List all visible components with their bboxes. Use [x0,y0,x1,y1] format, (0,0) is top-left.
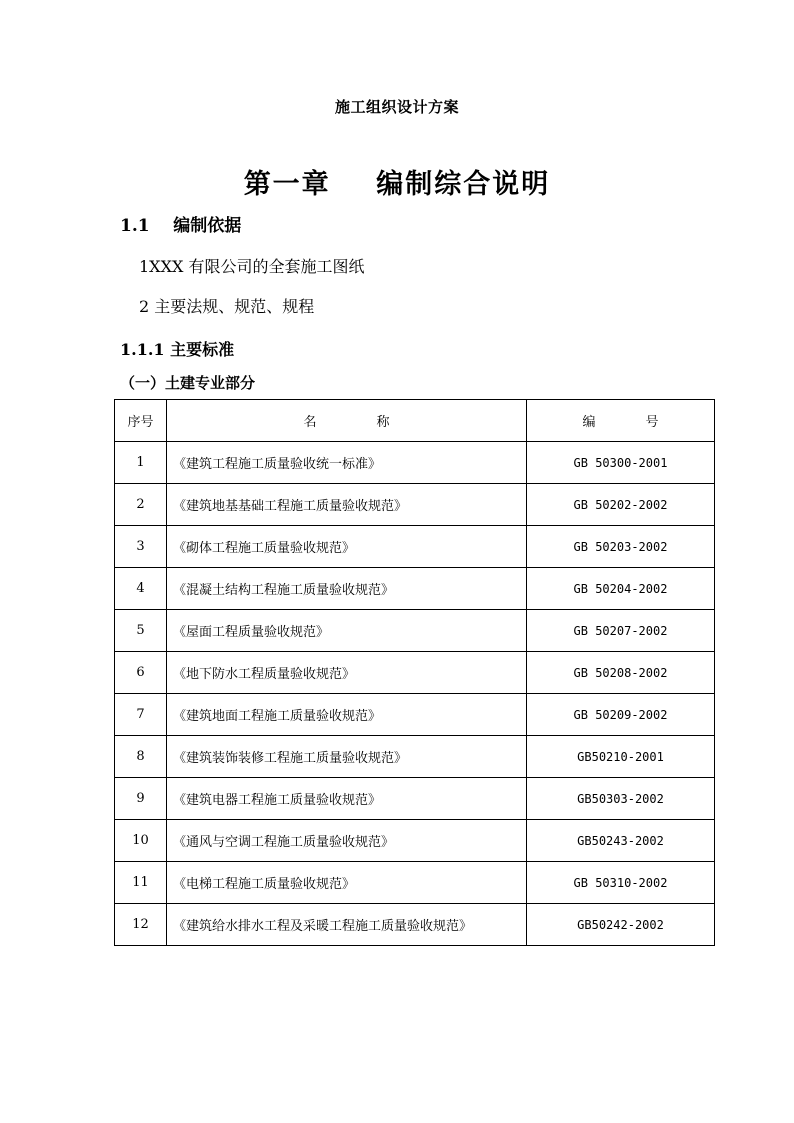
cell-name: 《电梯工程施工质量验收规范》 [167,862,527,904]
cell-no: 9 [115,778,167,820]
cell-code: GB 50204-2002 [527,568,715,610]
table-row [115,526,715,568]
cell-no: 3 [115,526,167,568]
cell-code: GB50242-2002 [527,904,715,946]
cell-name: 《建筑给水排水工程及采暖工程施工质量验收规范》 [167,904,527,946]
table-row [115,442,715,484]
standards-table [114,399,715,946]
cell-no: 6 [115,652,167,694]
cell-name: 《建筑工程施工质量验收统一标准》 [167,442,527,484]
basis-item: 2 主要法规、规范、规程 [139,297,315,316]
cell-no: 11 [115,862,167,904]
table-body [115,442,715,946]
cell-code: GB 50203-2002 [527,526,715,568]
basis-item: 1XXX 有限公司的全套施工图纸 [139,257,365,276]
cell-name: 《通风与空调工程施工质量验收规范》 [167,820,527,862]
table-row [115,694,715,736]
cell-no: 4 [115,568,167,610]
cell-no: 7 [115,694,167,736]
cell-no: 10 [115,820,167,862]
subsection-heading-1-1-1: 1.1.1 主要标准 [120,340,235,359]
chapter-title: 第一章 编制综合说明 [243,169,551,200]
column-header-code: 编号 [527,400,715,442]
table-row [115,778,715,820]
table-row [115,820,715,862]
cell-code: GB50303-2002 [527,778,715,820]
cell-code: GB50243-2002 [527,820,715,862]
cell-no: 12 [115,904,167,946]
cell-code: GB 50310-2002 [527,862,715,904]
cell-code: GB 50300-2001 [527,442,715,484]
table-row [115,568,715,610]
cell-code: GB 50209-2002 [527,694,715,736]
table-row [115,610,715,652]
table-row [115,904,715,946]
table-row [115,736,715,778]
cell-no: 5 [115,610,167,652]
cell-name: 《屋面工程质量验收规范》 [167,610,527,652]
cell-code: GB 50208-2002 [527,652,715,694]
cell-name: 《建筑电器工程施工质量验收规范》 [167,778,527,820]
cell-code: GB 50202-2002 [527,484,715,526]
table-header-row [115,400,715,442]
cell-name: 《混凝土结构工程施工质量验收规范》 [167,568,527,610]
cell-name: 《地下防水工程质量验收规范》 [167,652,527,694]
column-header-name: 名称 [167,400,527,442]
cell-no: 8 [115,736,167,778]
cell-code: GB50210-2001 [527,736,715,778]
cell-name: 《砌体工程施工质量验收规范》 [167,526,527,568]
part-heading-civil: （一）土建专业部分 [120,374,256,392]
section-heading-1-1: 1.1 编制依据 [120,216,242,236]
cell-name: 《建筑地基基础工程施工质量验收规范》 [167,484,527,526]
cell-name: 《建筑地面工程施工质量验收规范》 [167,694,527,736]
cell-name: 《建筑装饰装修工程施工质量验收规范》 [167,736,527,778]
column-header-no: 序号 [115,400,167,442]
document-header-title: 施工组织设计方案 [334,98,459,116]
cell-no: 2 [115,484,167,526]
table-row [115,484,715,526]
cell-code: GB 50207-2002 [527,610,715,652]
cell-no: 1 [115,442,167,484]
table-row [115,652,715,694]
table-row [115,862,715,904]
